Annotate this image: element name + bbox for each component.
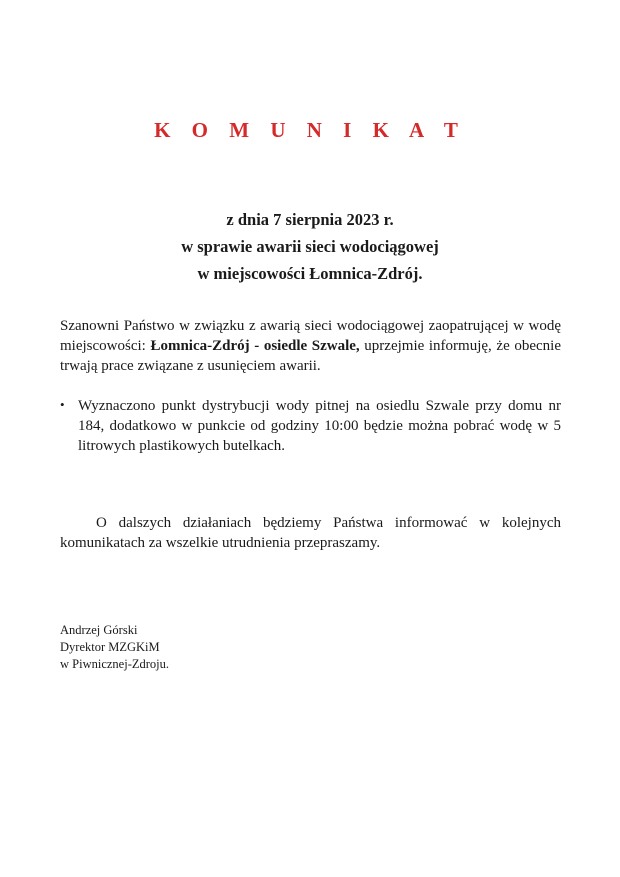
bullet-text: Wyznaczono punkt dystrybucji wody pitnej na osiedlu Szwale przy domu nr 184, dodatkowo w punkcie od godziny 10:00 będzie można pobrać wodę w 5 litrowych plastikowych butelkach. <box>78 398 561 454</box>
document-title: K O M U N I K A T <box>154 118 466 142</box>
document-subject <box>0 206 620 287</box>
intro-paragraph <box>60 316 561 376</box>
list-item <box>60 396 561 456</box>
signature-position: Dyrektor MZGKiM <box>60 640 160 654</box>
intro-location: Łomnica-Zdrój - osiedle Szwale, <box>150 338 360 354</box>
closing-paragraph: O dalszych działaniach będziemy Państwa informować w kolejnych komunikatach za wszelkie utrudnienia przepraszamy. <box>60 515 561 551</box>
signature-name: Andrzej Górski <box>60 623 138 637</box>
intro-text-end: uprzejmie informuję, że obecnie trwają prace związane z usunięciem awarii. <box>60 338 561 374</box>
bullet-icon: • <box>60 397 65 412</box>
subject-date-line: z dnia 7 sierpnia 2023 r. <box>226 210 394 229</box>
intro-text-start: Szanowni Państwo w związku z awarią sieci wodociągowej zaopatrującej w wodę miejscowości: <box>60 318 561 354</box>
subject-matter-line: w sprawie awarii sieci wodociągowej <box>181 237 439 256</box>
signature-block <box>60 622 360 673</box>
subject-location-line: w miejscowości Łomnica-Zdrój. <box>197 264 423 283</box>
signature-place: w Piwnicznej-Zdroju. <box>60 657 170 671</box>
bullet-list <box>60 396 561 456</box>
